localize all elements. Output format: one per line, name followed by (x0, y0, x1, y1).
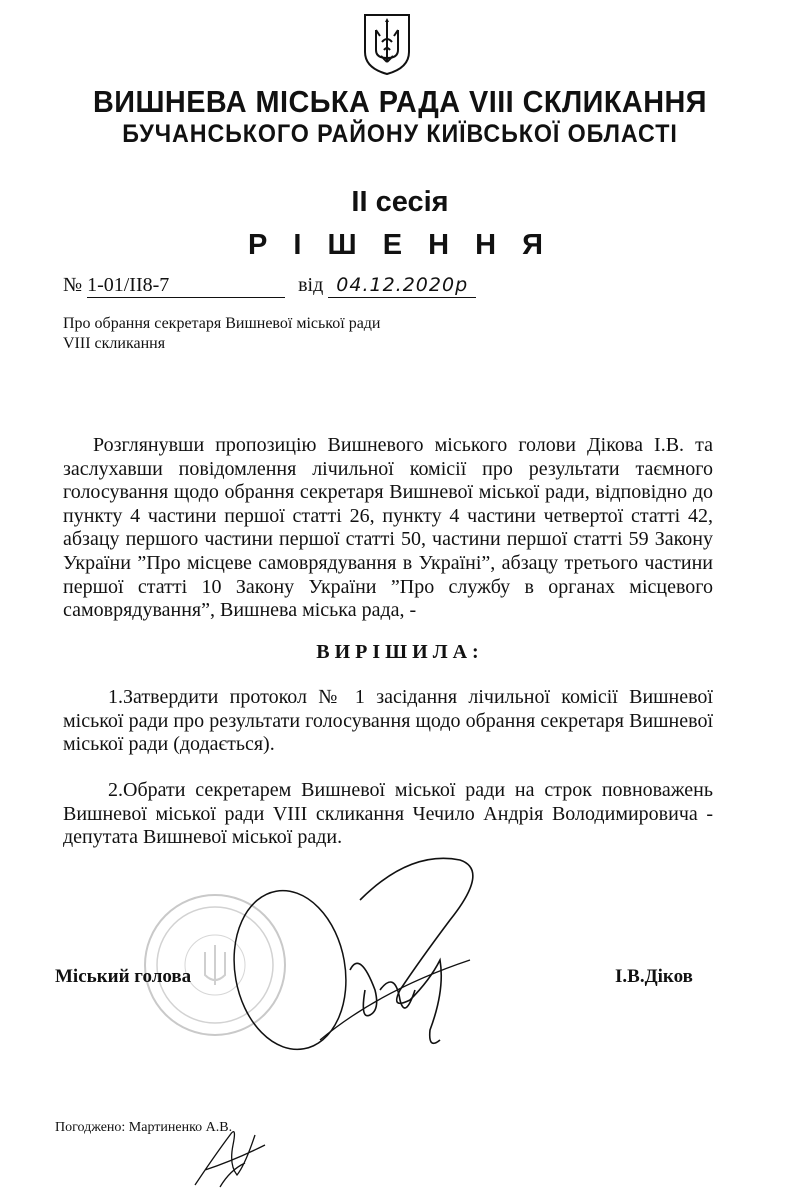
registration-line (63, 274, 476, 298)
signature-title: Міський голова (55, 966, 192, 987)
from-label: від (298, 274, 324, 296)
resolution-item-1: 1.Затвердити протокол № 1 засідання лічильної комісії Вишневої міської ради про результати голосування щодо обрання секретаря Вишневої міської ради (додається). (63, 686, 713, 756)
subject-line: VIII скликання (63, 335, 166, 352)
preamble-paragraph: Розглянувши пропозицію Вишневого міського голови Дікова І.В. та заслухавши повідомлення лічильної комісії про результати таємного голосування щодо обрання секретаря Вишневої міської ради, відповідно до пункту 4 частини першої статті 26, пункту 4 частини четвертої статті 42, абзацу першого частини першої статті 50, частини першої статті 59 Закону України ”Про місцеве самоврядування в Україні”, абзацу третього частини першої статті 10 Закону України ”Про службу в органах місцевого самоврядування”, Вишнева міська рада, - (63, 434, 713, 622)
approval-note: Погоджено: Мартиненко А.В. (55, 1120, 233, 1135)
document-type: Р І Ш Е Н Н Я (248, 229, 552, 261)
document-date: 04.12.2020р (336, 274, 469, 296)
session-title: ІІ сесія (351, 186, 449, 218)
resolved-heading: ВИРІШИЛА: (316, 641, 484, 663)
decision-subject (63, 314, 463, 354)
signature-name: І.В.Діков (615, 966, 693, 987)
approval-signature (175, 1115, 285, 1190)
coat-of-arms-icon (362, 12, 412, 76)
resolution-item-2: 2.Обрати секретарем Вишневої міської ради на строк повноважень Вишневої міської ради VIII скликання Чечило Андрія Володимировича - депутата Вишневої міської ради. (63, 779, 713, 849)
number-prefix: № (63, 274, 83, 296)
district-title: БУЧАНСЬКОГО РАЙОНУ КИЇВСЬКОЇ ОБЛАСТІ (122, 120, 678, 148)
council-title: ВИШНЕВА МІСЬКА РАДА VIII СКЛИКАННЯ (93, 84, 707, 119)
subject-line: Про обрання секретаря Вишневої міської ради (63, 315, 381, 332)
mayor-signature (200, 840, 500, 1070)
document-number: 1-01/ІІ8-7 (87, 274, 170, 296)
